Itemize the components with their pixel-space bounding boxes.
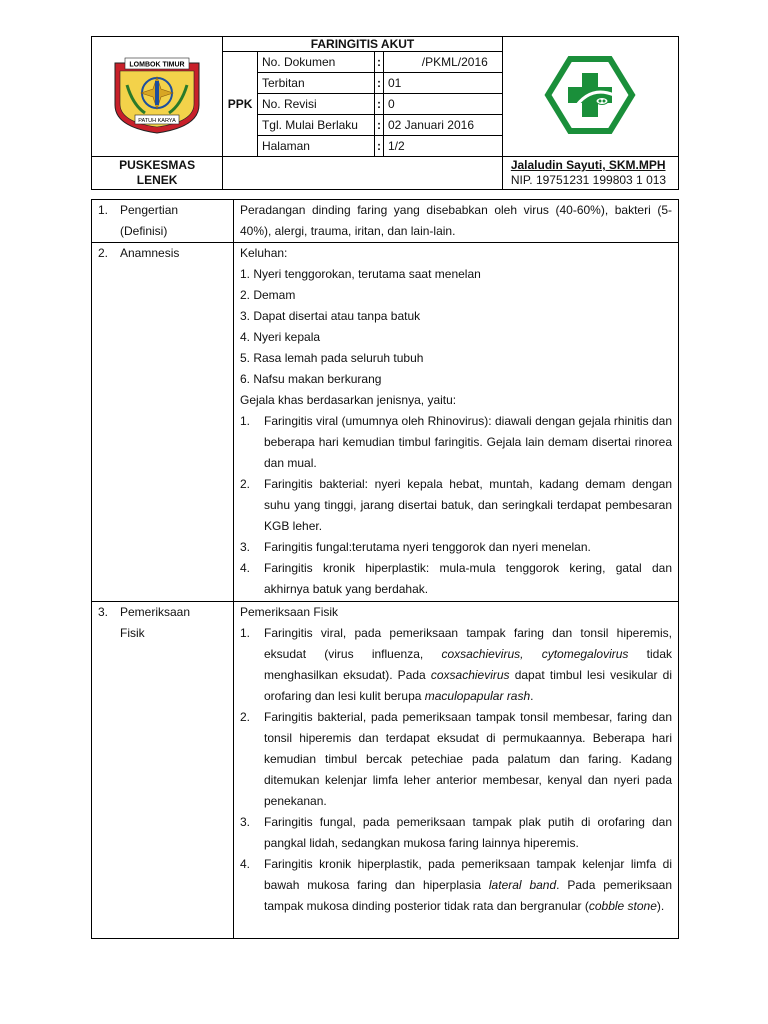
field-row	[258, 136, 502, 157]
item-number: 2.	[240, 710, 251, 724]
list-item	[240, 537, 672, 558]
item-text: Faringitis kronik hiperplastik: mula-mula tenggorok kering, gatal dan akhirnya batuk yang berdahak.	[264, 561, 672, 596]
green-logo-cell	[502, 37, 678, 157]
field-value: 0	[383, 94, 501, 115]
field-label: No. Revisi	[258, 94, 375, 115]
field-label: Halaman	[258, 136, 375, 157]
document-title: FARINGITIS AKUT	[223, 37, 503, 52]
pemeriksaan-list	[240, 623, 672, 917]
list-item: 1. Nyeri tenggorokan, terutama saat menelan	[240, 267, 481, 281]
lombok-timur-logo	[111, 55, 203, 135]
section-label	[92, 602, 234, 939]
field-row	[258, 115, 502, 136]
item-text: Faringitis fungal, pada pemeriksaan tampak plak putih di orofaring dan pangkal lidah, sedangkan mukosa faring lainnya hiperemis.	[264, 815, 672, 850]
puskesmas-logo	[544, 55, 636, 135]
field-row	[258, 73, 502, 94]
item-text: Faringitis viral (umumnya oleh Rhinovirus): diawali dengan gejala rhinitis dan beberapa hari kemudian timbul faringitis. Gejala lain demam disertai rinorea dan mual.	[264, 414, 672, 470]
section-content	[234, 602, 679, 939]
keluhan-title: Keluhan:	[240, 246, 288, 260]
gejala-title: Gejala khas berdasarkan jenisnya, yaitu:	[240, 393, 457, 407]
section-pemeriksaan-fisik	[92, 602, 679, 939]
section-subtitle: Fisik	[120, 626, 145, 640]
pemeriksaan-title: Pemeriksaan Fisik	[240, 605, 339, 619]
section-subtitle: (Definisi)	[120, 224, 168, 238]
field-value: 01	[383, 73, 501, 94]
field-colon: :	[374, 136, 383, 157]
item-text: Faringitis viral, pada pemeriksaan tampak faring dan tonsil hiperemis, eksudat (virus influenza, coxsachievirus, cytomegalovirus tidak menghasilkan eksudat). Pada coxsachievirus dapat timbul lesi vesikular di orofaring dan lesi kulit berupa maculopapular rash.	[264, 626, 672, 703]
gejala-list	[240, 411, 672, 600]
item-text: Faringitis kronik hiperplastik, pada pemeriksaan tampak kelenjar limfa di bawah mukosa faring dan hiperplasia lateral band. Pada pemeriksaan tampak mukosa dinding posterior tidak rata dan bergranular (cobble stone).	[264, 857, 672, 913]
section-title: Pemeriksaan	[120, 605, 191, 619]
field-value: 02 Januari 2016	[383, 115, 501, 136]
item-number: 1.	[240, 626, 251, 640]
field-colon: :	[374, 73, 383, 94]
item-number: 1.	[240, 414, 251, 428]
field-row	[258, 94, 502, 115]
ppk-content-table	[91, 199, 679, 939]
list-item	[240, 411, 672, 474]
section-label	[92, 200, 234, 243]
puskesmas-line2: LENEK	[136, 173, 178, 187]
document-fields-cell	[257, 52, 502, 157]
section-content	[234, 200, 679, 243]
item-number: 2.	[240, 477, 251, 491]
list-item: 2. Demam	[240, 288, 296, 302]
list-item	[240, 854, 672, 917]
svg-text:PATUH KARYA: PATUH KARYA	[138, 118, 176, 124]
field-value: 1/2	[383, 136, 501, 157]
section-number: 2.	[98, 246, 109, 260]
item-number: 4.	[240, 561, 251, 575]
field-label: No. Dokumen	[258, 52, 375, 73]
field-colon: :	[374, 115, 383, 136]
field-label: Terbitan	[258, 73, 375, 94]
item-number: 4.	[240, 857, 251, 871]
section-content	[234, 243, 679, 602]
empty-footer-cell	[223, 157, 503, 190]
item-number: 3.	[240, 540, 251, 554]
section-pengertian	[92, 200, 679, 243]
list-item: 6. Nafsu makan berkurang	[240, 372, 382, 386]
section-number: 3.	[98, 605, 109, 619]
section-title: Pengertian	[120, 203, 179, 217]
list-item: 5. Rasa lemah pada seluruh tubuh	[240, 351, 424, 365]
list-item: 4. Nyeri kepala	[240, 330, 321, 344]
list-item	[240, 812, 672, 854]
ppk-label: PPK	[223, 52, 258, 157]
section-label	[92, 243, 234, 602]
item-text: Faringitis bakterial: nyeri kepala hebat, muntah, kadang demam dengan suhu yang tinggi, jarang disertai batuk, dan seringkali terdapat pembesaran KGB leher.	[264, 477, 672, 533]
list-item	[240, 623, 672, 707]
puskesmas-name	[92, 157, 223, 190]
signer-nip: NIP. 19751231 199803 1 013	[510, 173, 667, 187]
field-value: /PKML/2016	[383, 52, 501, 73]
section-title: Anamnesis	[120, 246, 180, 260]
logo-cell	[92, 37, 223, 157]
list-item	[240, 707, 672, 812]
document-header	[91, 36, 679, 190]
signer-block	[502, 157, 678, 190]
document-fields	[258, 52, 502, 156]
field-row	[258, 52, 502, 73]
section-number: 1.	[98, 203, 109, 217]
list-item: 3. Dapat disertai atau tanpa batuk	[240, 309, 421, 323]
definition-text: Peradangan dinding faring yang disebabkan oleh virus (40-60%), bakteri (5-40%), alergi, trauma, iritan, dan lain-lain.	[240, 203, 672, 238]
section-anamnesis	[92, 243, 679, 602]
item-number: 3.	[240, 815, 251, 829]
field-label: Tgl. Mulai Berlaku	[258, 115, 375, 136]
signer-name: Jalaludin Sayuti, SKM.MPH	[510, 158, 666, 172]
list-item	[240, 474, 672, 537]
item-text: Faringitis bakterial, pada pemeriksaan tampak tonsil membesar, faring dan tonsil hiperemis dan terdapat eksudat di permukaannya. Beberapa hari kemudian timbul bercak petechiae pada palatum dan faring. Kadang ditemukan kelenjar limfa leher anterior membesar, kenyal dan nyeri pada penekanan.	[264, 710, 672, 808]
item-text: Faringitis fungal:terutama nyeri tenggorok dan nyeri menelan.	[264, 540, 591, 554]
svg-text:LOMBOK TIMUR: LOMBOK TIMUR	[129, 61, 185, 69]
puskesmas-line1: PUSKESMAS	[119, 158, 196, 172]
list-item	[240, 558, 672, 600]
field-colon: :	[374, 94, 383, 115]
field-colon: :	[374, 52, 383, 73]
